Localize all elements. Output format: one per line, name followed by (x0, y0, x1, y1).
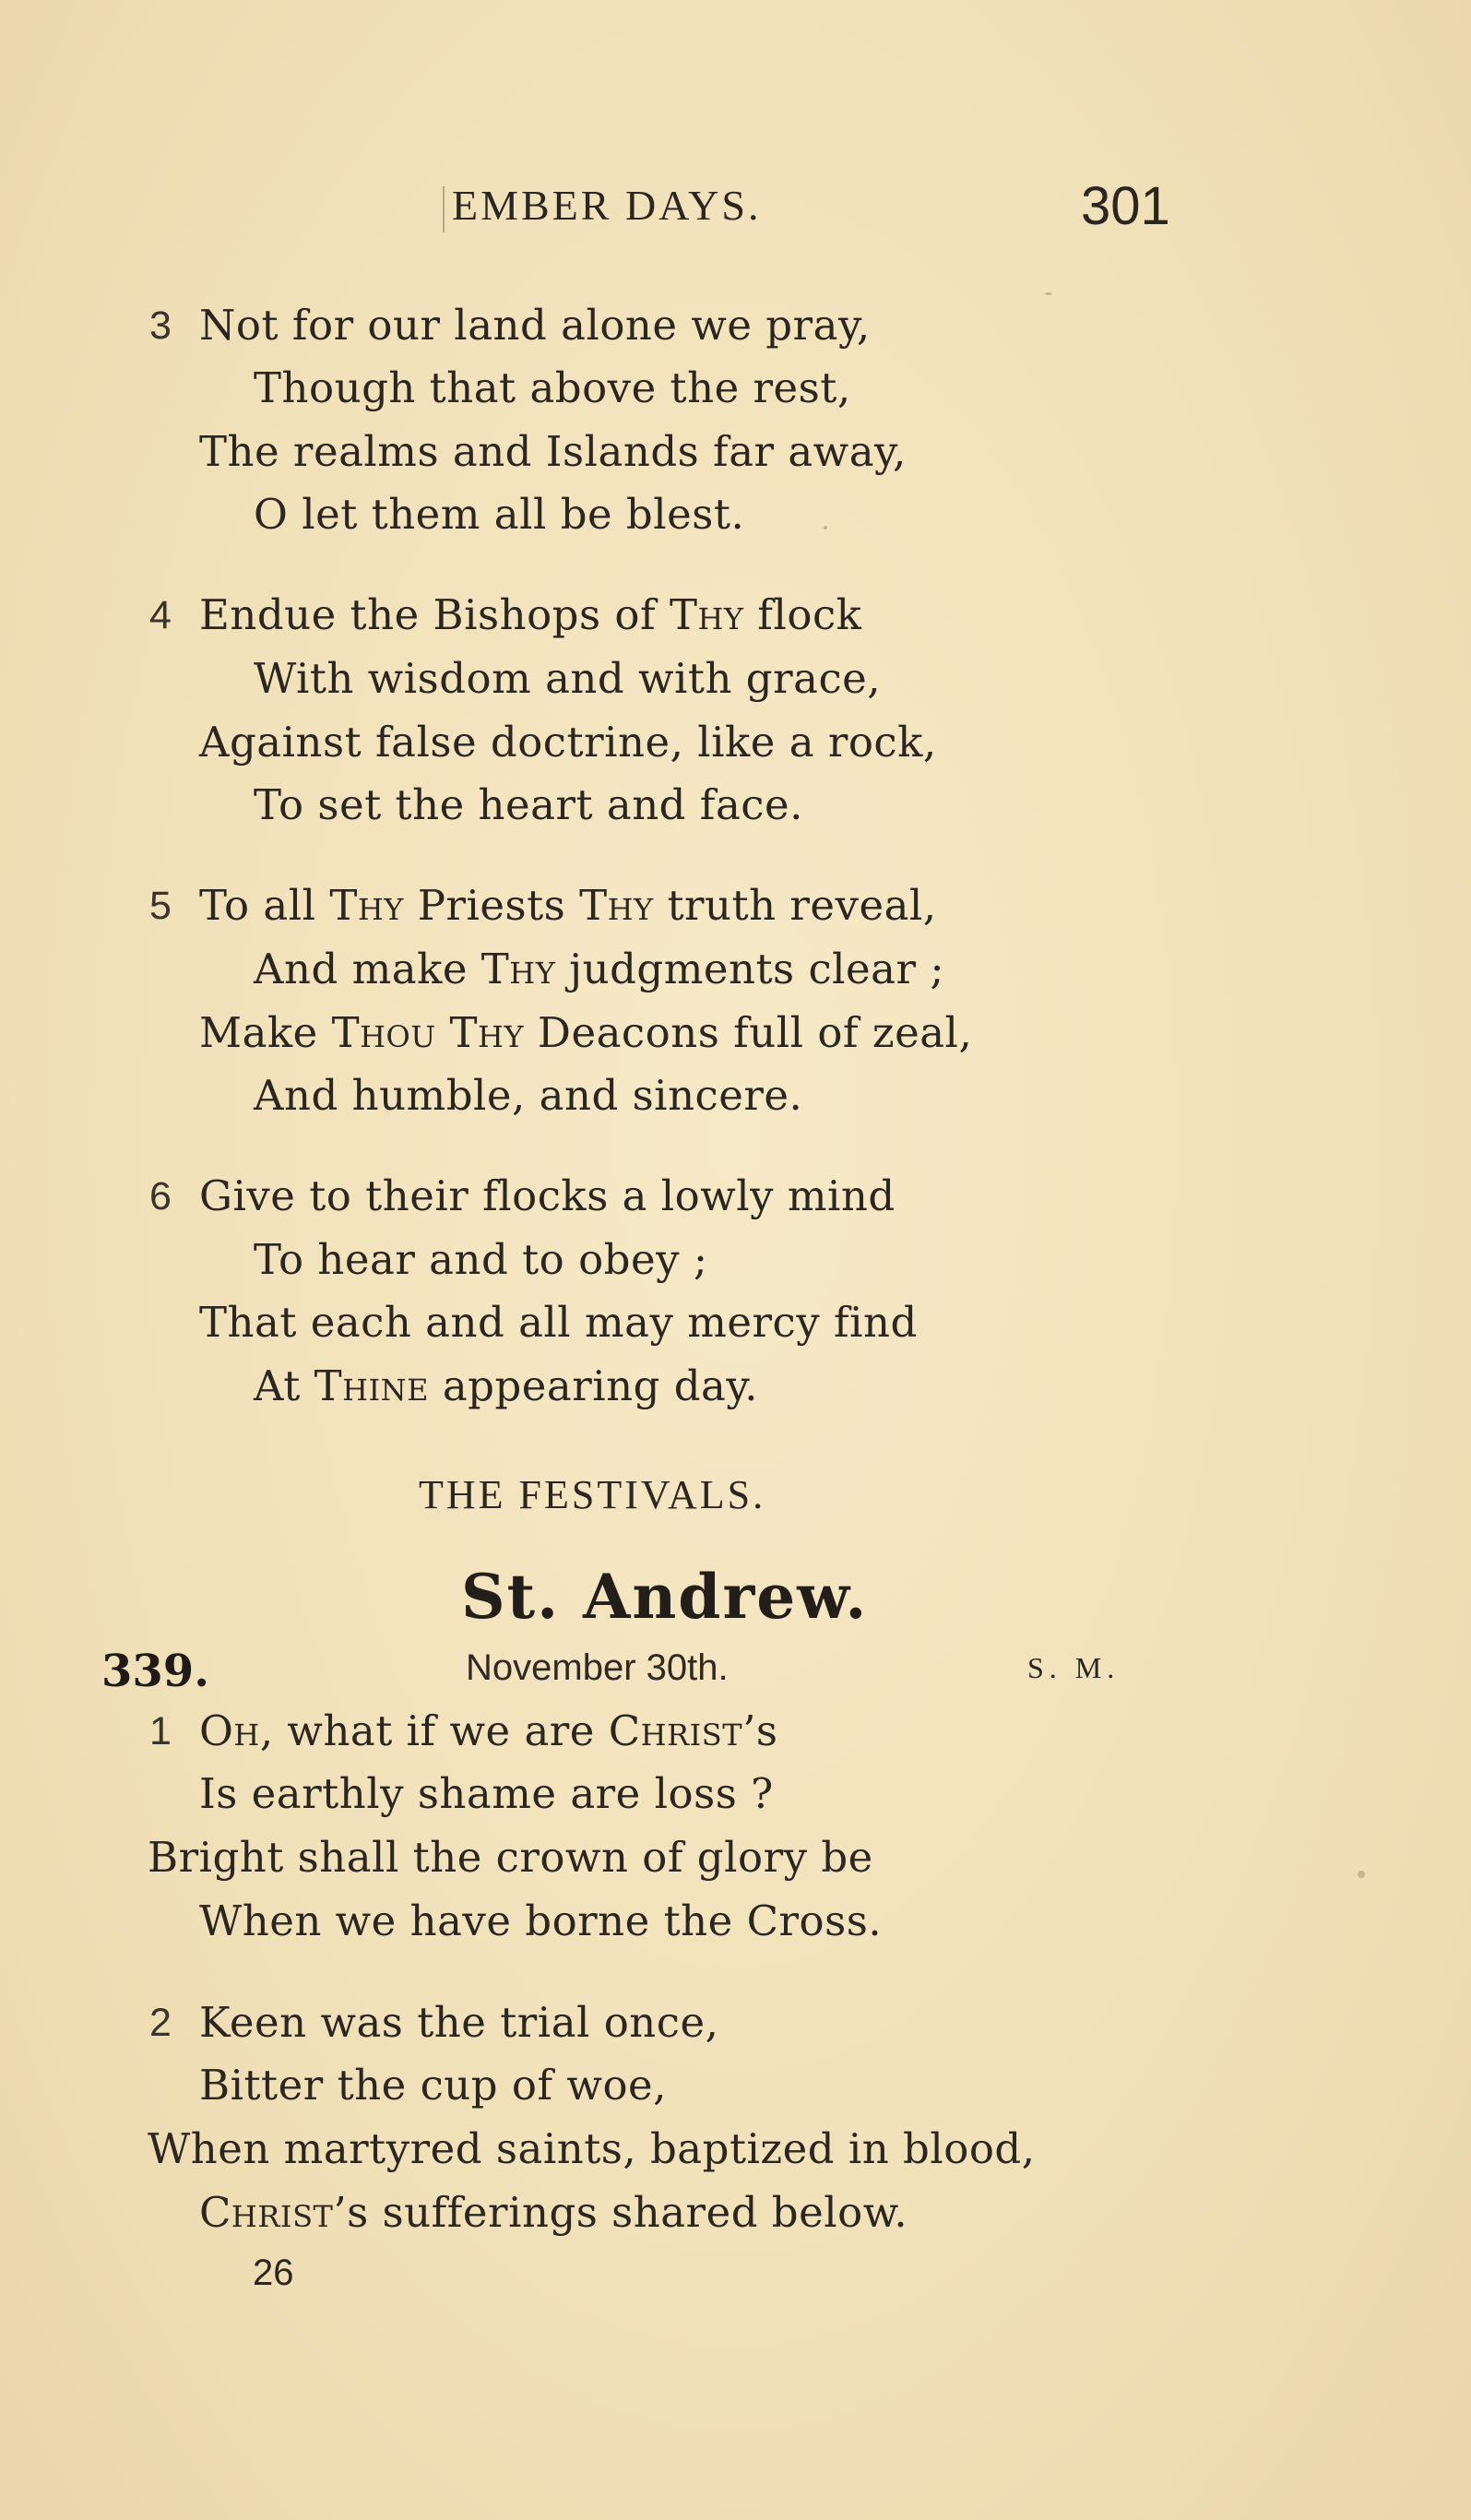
verse-number: 3 (149, 303, 172, 348)
verse-number: 1 (149, 1709, 172, 1753)
line-text: Is earthly shame are loss ? (199, 1769, 774, 1818)
hymn-number: 339. (101, 1646, 209, 1697)
running-title: EMBER DAYS. (452, 182, 762, 229)
line-text: Priests (403, 881, 580, 930)
verse-line (148, 2124, 1036, 2173)
small-caps-word: Thy (669, 590, 744, 639)
line-text (436, 1008, 450, 1057)
verse-line (254, 1071, 803, 1120)
verse-number: 2 (149, 2001, 172, 2045)
verse-line (199, 2188, 908, 2237)
page-number: 301 (1081, 176, 1170, 236)
line-text: Bitter the cup of woe, (199, 2061, 667, 2110)
line-text: To all (199, 881, 330, 930)
verse-line (254, 1235, 708, 1284)
verse-line (199, 1998, 719, 2047)
line-text: O let them all be blest. (254, 490, 745, 539)
verse-line (254, 654, 882, 703)
small-caps-word: Christ (199, 2188, 334, 2237)
verse-line (199, 1706, 778, 1755)
verse-line (254, 1361, 759, 1410)
line-text: When martyred saints, baptized in blood, (148, 2124, 1036, 2173)
line-text: Not for our land alone we pray, (199, 301, 871, 350)
line-text: Give to their flocks a lowly mind (199, 1171, 896, 1220)
line-text: judgments clear ; (555, 945, 944, 993)
verse-line (199, 301, 871, 350)
verse-number: 4 (149, 593, 172, 637)
verse-line (148, 1833, 873, 1882)
verse-line (199, 881, 937, 930)
small-caps-word: Oh (199, 1706, 260, 1755)
verse-line (199, 427, 907, 476)
small-caps-word: Thy (579, 881, 654, 930)
line-text: Endue the Bishops of (199, 590, 670, 639)
verse-number: 5 (149, 884, 172, 928)
line-text: truth reveal, (653, 881, 937, 930)
small-caps-word: Thou (331, 1008, 436, 1057)
line-text: appearing day. (429, 1361, 759, 1410)
line-text: With wisdom and with grace, (254, 654, 882, 703)
line-text: Keen was the trial once, (199, 1998, 719, 2047)
line-text: That each and all may mercy find (199, 1298, 918, 1347)
line-text: Bright shall the crown of glory be (148, 1833, 873, 1882)
line-text: And humble, and sincere. (254, 1071, 803, 1120)
verse-line (254, 945, 944, 993)
verse-line (199, 2061, 667, 2110)
verse-line (199, 1008, 973, 1057)
verse-line (254, 780, 803, 829)
line-text: Deacons full of zeal, (524, 1008, 973, 1057)
line-text: flock (743, 590, 862, 639)
hymn-meter: S. M. (1027, 1651, 1121, 1684)
line-text: Make (199, 1008, 332, 1057)
verse-line (199, 1896, 883, 1945)
verse-line (254, 490, 745, 539)
paper-speck (1045, 292, 1052, 295)
line-text: The realms and Islands far away, (199, 427, 907, 476)
signature-mark: 26 (253, 2253, 294, 2293)
verse-line (199, 718, 937, 767)
line-text: ’s (742, 1706, 778, 1755)
line-text: When we have borne the Cross. (199, 1896, 883, 1945)
verse-line (199, 1769, 774, 1818)
section-heading: THE FESTIVALS. (419, 1472, 766, 1517)
line-text: ’s sufferings shared below. (333, 2188, 908, 2237)
verse-line (199, 1298, 918, 1347)
verse-line (199, 590, 862, 639)
verse-line (199, 1171, 896, 1220)
line-text: At (254, 1361, 314, 1410)
small-caps-word: Thy (449, 1008, 525, 1057)
line-text: Though that above the rest, (254, 363, 851, 412)
small-caps-word: Thy (329, 881, 404, 930)
line-text: And make (254, 945, 481, 993)
small-caps-word: Thy (480, 945, 556, 993)
hymn-date: November 30th. (466, 1647, 729, 1688)
line-text: , what if we are (259, 1706, 609, 1755)
small-caps-word: Thine (314, 1361, 430, 1410)
feast-title: St. Andrew. (461, 1561, 869, 1633)
header-rule (443, 186, 445, 232)
line-text: Against false doctrine, like a rock, (199, 718, 937, 767)
verse-number: 6 (149, 1174, 172, 1218)
line-text: To hear and to obey ; (254, 1235, 708, 1284)
verse-line (254, 363, 851, 412)
paper-speck (824, 526, 827, 529)
line-text: To set the heart and face. (254, 780, 803, 829)
small-caps-word: Christ (608, 1706, 743, 1755)
paper-speck (1358, 1871, 1365, 1878)
